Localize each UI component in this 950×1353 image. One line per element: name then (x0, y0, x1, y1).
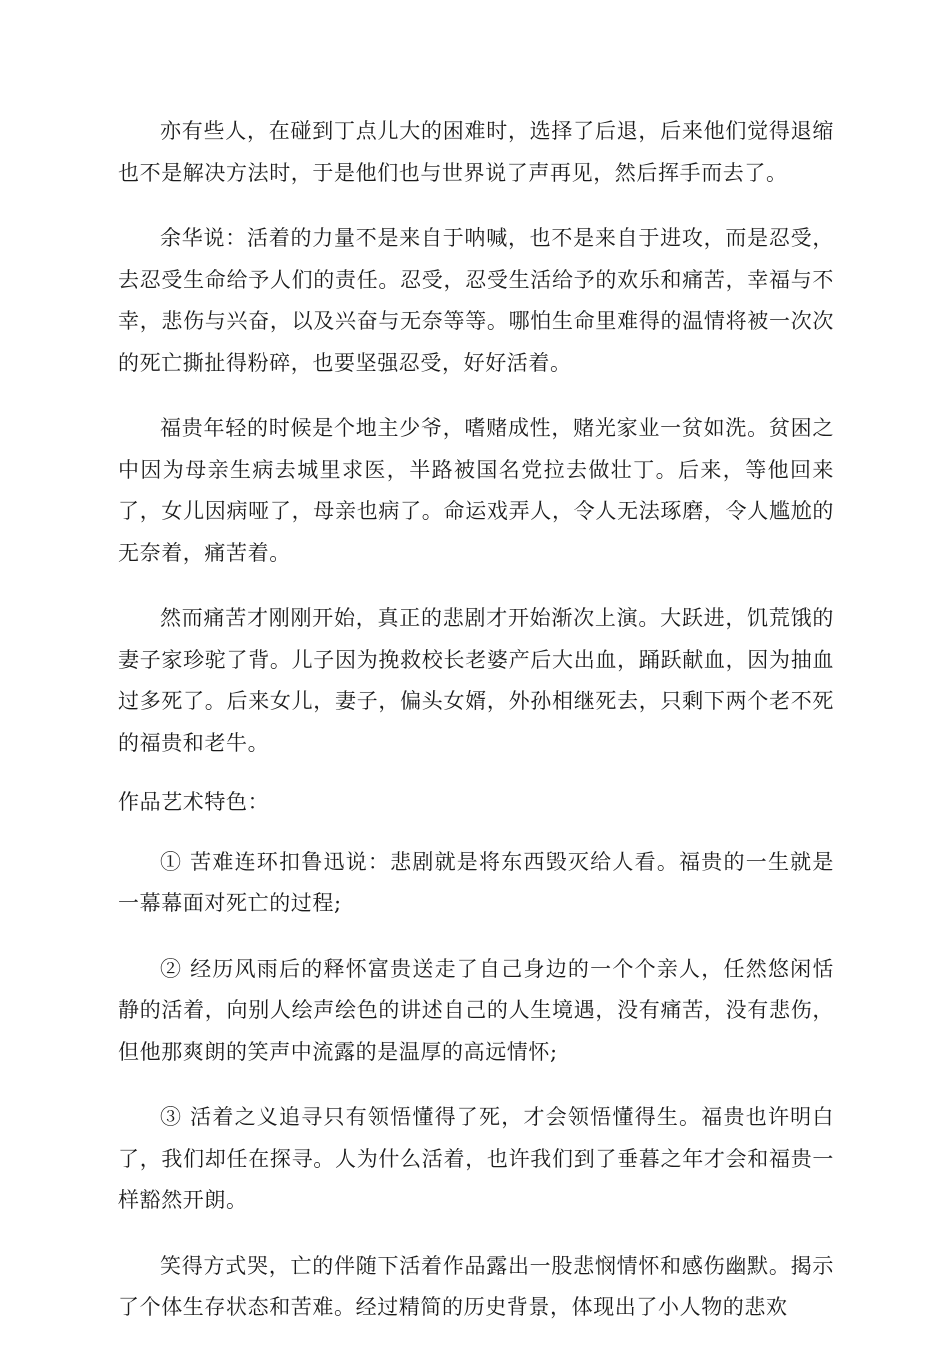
list-item-2: ② 经历风雨后的释怀富贵送走了自己身边的一个个亲人，任然悠闲恬静的活着，向别人绘声绘色的讲述自己的人生境遇，没有痛苦，没有悲伤，但他那爽朗的笑声中流露的是温厚的高远情怀; (118, 956, 834, 1064)
paragraph-3: 福贵年轻的时候是个地主少爷，嗜赌成性，赌光家业一贫如洗。贫困之中因为母亲生病去城里求医，半路被国名党拉去做壮丁。后来，等他回来了，女儿因病哑了，母亲也病了。命运戏弄人，令人无法琢磨，令人尴尬的无奈着，痛苦着。 (118, 416, 834, 565)
section-heading: 作品艺术特色： (118, 790, 270, 814)
paragraph-1: 亦有些人，在碰到丁点儿大的困难时，选择了后退，后来他们觉得退缩也不是解决方法时，于是他们也与世界说了声再见，然后挥手而去了。 (118, 119, 834, 185)
list-item-3: ③ 活着之义追寻只有领悟懂得了死，才会领悟懂得生。福贵也许明白了，我们却任在探寻。人为什么活着，也许我们到了垂暮之年才会和福贵一样豁然开朗。 (118, 1105, 834, 1212)
list-item-1: ① 苦难连环扣鲁迅说：悲剧就是将东西毁灭给人看。福贵的一生就是一幕幕面对死亡的过程; (118, 849, 834, 915)
paragraph-2: 余华说：活着的力量不是来自于呐喊，也不是来自于进攻，而是忍受，去忍受生命给予人们的责任。忍受，忍受生活给予的欢乐和痛苦，幸福与不幸，悲伤与兴奋，以及兴奋与无奈等等。哪怕生命里难得的温情将被一次次的死亡撕扯得粉碎，也要坚强忍受，好好活着。 (118, 226, 834, 375)
paragraph-5: 笑得方式哭，亡的伴随下活着作品露出一股悲悯情怀和感伤幽默。揭示了个体生存状态和苦难。经过精简的历史背景，体现出了小人物的悲欢 (118, 1253, 834, 1319)
document-page (118, 111, 834, 1353)
paragraph-4: 然而痛苦才刚刚开始，真正的悲剧才开始渐次上演。大跃进，饥荒饿的妻子家珍驼了背。儿子因为挽救校长老婆产后大出血，踊跃献血，因为抽血过多死了。后来女儿，妻子，偏头女婿，外孙相继死去，只剩下两个老不死的福贵和老牛。 (118, 606, 834, 755)
